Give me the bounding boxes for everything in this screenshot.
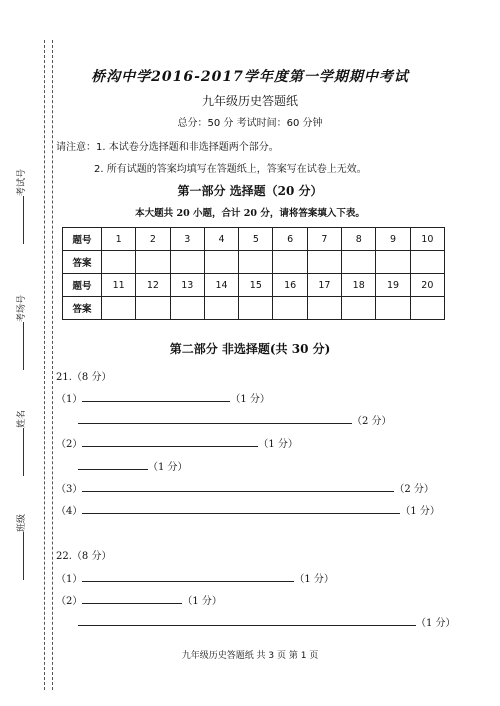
class-blank[interactable] (23, 532, 24, 580)
q22-2b-blank[interactable] (78, 616, 416, 626)
name-label: 姓名 (17, 409, 27, 428)
question-number: 20 (410, 274, 444, 297)
number-row (63, 228, 445, 251)
binding-line-right (52, 40, 53, 690)
q21-heading: 21.（8 分） (56, 372, 112, 383)
question-number: 9 (376, 228, 410, 251)
answer-cell[interactable] (273, 251, 307, 274)
question-number: 14 (204, 274, 238, 297)
question-number: 4 (204, 228, 238, 251)
question-number: 12 (136, 274, 170, 297)
exam-title: 桥沟中学2016-2017学年度第一学期期中考试 (91, 69, 409, 85)
answer-cell[interactable] (307, 251, 341, 274)
answer-cell[interactable] (273, 297, 307, 320)
q21-2-label: （2） (56, 439, 83, 450)
question-number: 8 (342, 228, 376, 251)
answer-cell[interactable] (307, 297, 341, 320)
answer-grid (62, 227, 445, 320)
q21-1-label: （1） (56, 394, 83, 405)
answer-cell[interactable] (410, 297, 444, 320)
exam-subtitle: 九年级历史答题纸 (201, 94, 298, 108)
q22-heading: 22.（8 分） (56, 551, 112, 562)
question-number: 19 (376, 274, 410, 297)
number-row (63, 274, 445, 297)
question-number: 5 (239, 228, 273, 251)
answer-cell[interactable] (376, 251, 410, 274)
note-1-text: 1. 本试卷分选择题和非选择题两个部分。 (96, 142, 279, 153)
q22-2-points: （1 分） (182, 596, 222, 607)
number-row-label: 题号 (63, 274, 102, 297)
q21-part2b (78, 458, 188, 473)
answer-row-label: 答案 (63, 297, 102, 320)
part1-description: 本大题共 20 小题，合计 20 分，请将答案填入下表。 (135, 208, 365, 219)
number-row-label: 题号 (63, 228, 102, 251)
question-number: 11 (102, 274, 136, 297)
question-number: 1 (102, 228, 136, 251)
q21-part1 (56, 390, 270, 405)
q21-1-points: （1 分） (230, 394, 270, 405)
answer-cell[interactable] (239, 251, 273, 274)
question-number: 10 (410, 228, 444, 251)
q21-part1b (78, 412, 392, 427)
part2-heading: 第二部分 非选择题(共 30 分) (169, 342, 331, 356)
question-number: 2 (136, 228, 170, 251)
q21-3-points: （2 分） (394, 484, 434, 495)
question-number: 3 (170, 228, 204, 251)
q22-2b-points: （1 分） (416, 618, 456, 629)
q22-1-blank[interactable] (82, 572, 294, 582)
q22-part1 (56, 570, 334, 585)
q21-2b-points: （1 分） (148, 462, 188, 473)
answer-cell[interactable] (342, 297, 376, 320)
q21-4-points: （1 分） (400, 506, 440, 517)
note-prefix: 请注意： (56, 142, 96, 153)
question-number: 7 (307, 228, 341, 251)
room-number-field[interactable] (14, 295, 27, 372)
binding-line-left (44, 40, 45, 690)
q22-2-label: （2） (56, 596, 83, 607)
page-footer: 九年级历史答题纸 共 3 页 第 1 页 (181, 651, 319, 661)
answer-cell[interactable] (204, 297, 238, 320)
room-number-label: 考场号 (17, 294, 27, 322)
q21-3-blank[interactable] (82, 482, 394, 492)
note-2: 2. 所有试题的答案均填写在答题纸上，答案写在试卷上无效。 (94, 164, 367, 175)
answer-cell[interactable] (136, 251, 170, 274)
q21-1b-blank[interactable] (78, 414, 352, 424)
question-number: 15 (239, 274, 273, 297)
q21-2-blank[interactable] (82, 437, 258, 447)
class-field[interactable] (14, 514, 27, 582)
q21-part4 (56, 502, 440, 517)
q21-4-label: （4） (56, 506, 83, 517)
q22-1-label: （1） (56, 574, 83, 585)
exam-info: 总分：50 分 考试时间：60 分钟 (177, 118, 323, 129)
q21-part3 (56, 480, 434, 495)
answer-cell[interactable] (239, 297, 273, 320)
q22-part2 (56, 592, 222, 607)
answer-cell[interactable] (170, 297, 204, 320)
q22-1-points: （1 分） (294, 574, 334, 585)
q22-2-blank[interactable] (82, 594, 182, 604)
q21-1b-points: （2 分） (352, 416, 392, 427)
answer-cell[interactable] (102, 251, 136, 274)
part1-heading: 第一部分 选择题（20 分） (177, 184, 323, 198)
name-field[interactable] (14, 410, 27, 478)
answer-cell[interactable] (410, 251, 444, 274)
answer-row (63, 297, 445, 320)
question-number: 18 (342, 274, 376, 297)
answer-row-label: 答案 (63, 251, 102, 274)
answer-cell[interactable] (170, 251, 204, 274)
exam-number-label: 考试号 (17, 168, 27, 196)
answer-cell[interactable] (204, 251, 238, 274)
class-label: 班级 (17, 513, 27, 532)
question-number: 17 (307, 274, 341, 297)
q21-part2 (56, 435, 298, 450)
answer-cell[interactable] (342, 251, 376, 274)
question-number: 13 (170, 274, 204, 297)
question-number: 6 (273, 228, 307, 251)
q21-2-points: （1 分） (258, 439, 298, 450)
q21-4-blank[interactable] (82, 504, 400, 514)
answer-cell[interactable] (102, 297, 136, 320)
q21-2b-blank[interactable] (78, 460, 148, 470)
q21-1-blank[interactable] (82, 392, 230, 402)
answer-cell[interactable] (136, 297, 170, 320)
question-number: 16 (273, 274, 307, 297)
note-1 (56, 138, 279, 153)
answer-cell[interactable] (376, 297, 410, 320)
q21-3-label: （3） (56, 484, 83, 495)
q22-part2b (78, 614, 456, 629)
exam-number-blank[interactable] (23, 196, 24, 244)
answer-row (63, 251, 445, 274)
name-blank[interactable] (23, 428, 24, 476)
